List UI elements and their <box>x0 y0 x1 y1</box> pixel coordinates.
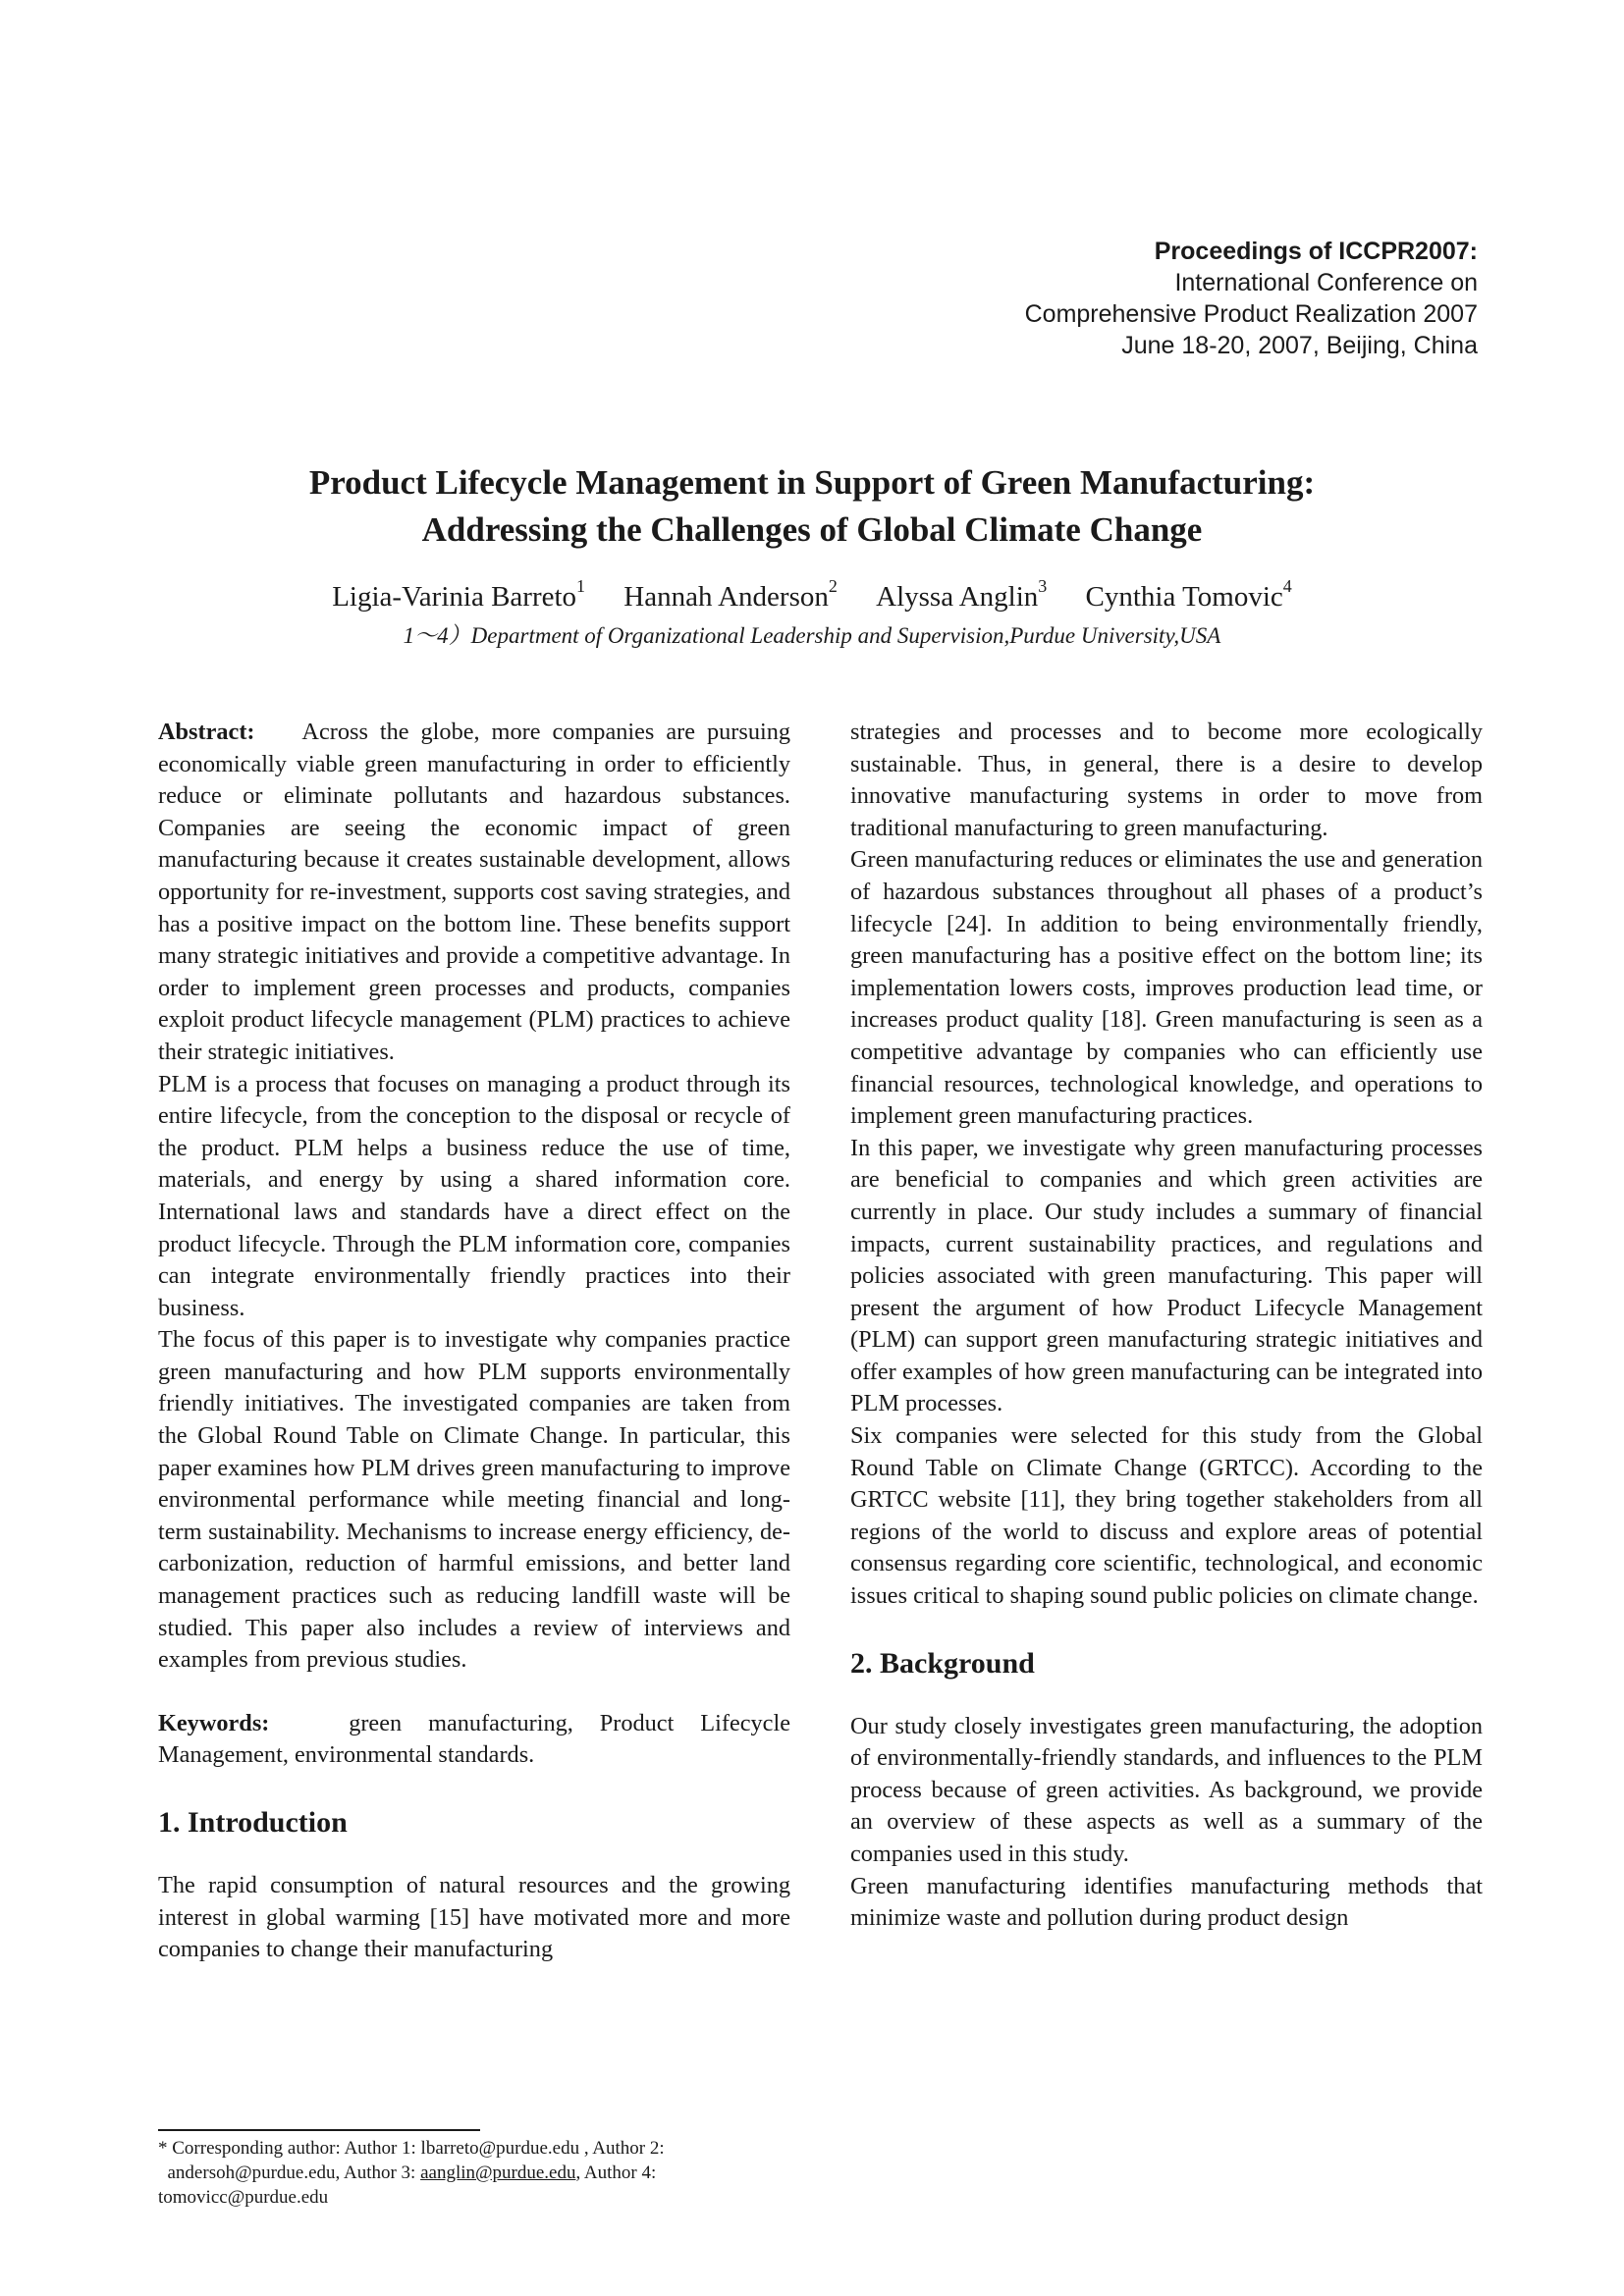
title-line-2: Addressing the Challenges of Global Climate Change <box>421 510 1203 549</box>
author-2 <box>623 576 838 613</box>
author-name: Ligia-Varinia Barreto <box>332 581 577 613</box>
abstract-text: Across the globe, more companies are pursuing economically viable green manufacturing in order to efficiently reduce or eliminate pollutants and hazardous substances. Companies are seeing the economic impact of green manufacturing because it creates sustainable development, allows opportunity for re-investment, supports cost saving strategies, and has a positive impact on the bottom line. These benefits support many strategic initiatives and provide a competitive advantage. In order to implement green processes and products, companies exploit product lifecycle management (PLM) practices to achieve their strategic initiatives. <box>158 719 791 1065</box>
abstract-paragraph-3: The focus of this paper is to investigate why companies practice green manufacturing and how PLM supports environmentally friendly initiatives. The investigated companies are taken from the Global Round Table on Climate Change. In particular, this paper examines how PLM drives green manufacturing to improve environmental performance while meeting financial and long-term sustainability. Mechanisms to increase energy efficiency, de-carbonization, reduction of harmful emissions, and better land management practices such as reducing landfill waste will be studied. This paper also includes a review of interviews and examples from previous studies. <box>158 1326 790 1674</box>
right-column <box>850 717 1483 1935</box>
footnote-line-2 <box>158 2161 790 2185</box>
background-paragraph-2: Green manufacturing identifies manufacturing methods that minimize waste and pollution during product design <box>850 1872 1483 1932</box>
left-column <box>158 717 790 1966</box>
footnote-text-1: Corresponding author: Author 1: lbarreto@purdue.edu , Author 2: <box>167 2138 665 2159</box>
conference-name: Proceedings of ICCPR2007: <box>1154 238 1478 265</box>
author-3 <box>876 576 1048 613</box>
author-list <box>0 576 1624 614</box>
keywords <box>158 1708 790 1772</box>
intro-paragraph-continued: strategies and processes and to become more ecologically sustainable. Thus, in general, there is a desire to develop innovative manufacturing systems in order to move from traditional manufacturing to green manufacturing. <box>850 719 1483 841</box>
footnote-text-2: andersoh@purdue.edu, Author 3: <box>167 2163 421 2183</box>
intro-paragraph-2: Green manufacturing reduces or eliminates the use and generation of hazardous substances throughout all phases of a product’s lifecycle [24]. In addition to being environmentally friendly, green manufacturing has a positive effect on the bottom line; its implementation lowers costs, improves production lead time, or increases product quality [18]. Green manufacturing is seen as a competitive advantage by companies who can efficiently use financial resources, technological knowledge, and operations to implement green manufacturing practices. <box>850 846 1483 1130</box>
abstract-paragraph-1 <box>158 717 790 1069</box>
conference-line-3: June 18-20, 2007, Beijing, China <box>1121 332 1478 359</box>
footnote <box>158 2136 790 2210</box>
conference-info <box>1025 236 1478 361</box>
footnote-line-1 <box>158 2136 790 2161</box>
footnote-text-3: , Author 4: <box>575 2163 657 2183</box>
footnote-line-3: tomovicc@purdue.edu <box>158 2187 329 2208</box>
author-sup: 4 <box>1282 576 1292 596</box>
background-heading: 2. Background <box>850 1646 1035 1680</box>
paper-title <box>0 459 1624 554</box>
footnote-star: * <box>158 2138 168 2159</box>
author-sup: 3 <box>1038 576 1048 596</box>
introduction-paragraph-1: The rapid consumption of natural resources and the growing interest in global warming [15] have motivated more and more companies to change their manufacturing <box>158 1872 790 1963</box>
conference-line-1: International Conference on <box>1174 269 1478 296</box>
author-name: Cynthia Tomovic <box>1085 581 1283 613</box>
author-4 <box>1085 576 1292 613</box>
keywords-label: Keywords: <box>158 1709 270 1736</box>
introduction-heading: 1. Introduction <box>158 1806 348 1839</box>
author-sup: 1 <box>576 576 586 596</box>
abstract-label: Abstract: <box>158 719 255 745</box>
affiliation: 1～4）Department of Organizational Leadership and Supervision,Purdue University,USA <box>403 623 1221 648</box>
conference-line-2: Comprehensive Product Realization 2007 <box>1024 300 1478 328</box>
footnote-email-link[interactable]: aanglin@purdue.edu <box>420 2163 576 2183</box>
author-1 <box>332 576 586 613</box>
author-name: Alyssa Anglin <box>876 581 1039 613</box>
intro-paragraph-4: Six companies were selected for this study from the Global Round Table on Climate Change (GRTCC). According to the GRTCC website [11], they bring together stakeholders from all regions of the world to discuss and explore areas of potential consensus regarding core scientific, technological, and economic issues critical to shaping sound public policies on climate change. <box>850 1422 1483 1610</box>
author-sup: 2 <box>828 576 838 596</box>
intro-paragraph-3: In this paper, we investigate why green manufacturing processes are beneficial to companies and which green activities are currently in place. Our study includes a summary of financial impacts, current sustainability practices, and regulations and policies associated with green manufacturing. This paper will present the argument of how Product Lifecycle Management (PLM) can support green manufacturing strategic initiatives and offer examples of how green manufacturing can be integrated into PLM processes. <box>850 1134 1483 1417</box>
abstract-paragraph-2: PLM is a process that focuses on managing a product through its entire lifecycle, from the conception to the disposal or recycle of the product. PLM helps a business reduce the use of time, materials, and energy by using a shared information core. International laws and standards have a direct effect on the product lifecycle. Through the PLM information core, companies can integrate environmentally friendly practices into their business. <box>158 1070 790 1321</box>
footnote-rule <box>158 2129 480 2131</box>
keywords-text: green manufacturing, Product Lifecycle Management, environmental standards. <box>158 1709 790 1769</box>
author-name: Hannah Anderson <box>623 581 829 613</box>
title-line-1: Product Lifecycle Management in Support of Green Manufacturing: <box>308 463 1316 502</box>
background-paragraph-1: Our study closely investigates green manufacturing, the adoption of environmentally-friendly standards, and influences to the PLM process because of green activities. As background, we provide an overview of these aspects as well as a summary of the companies used in this study. <box>850 1712 1483 1867</box>
